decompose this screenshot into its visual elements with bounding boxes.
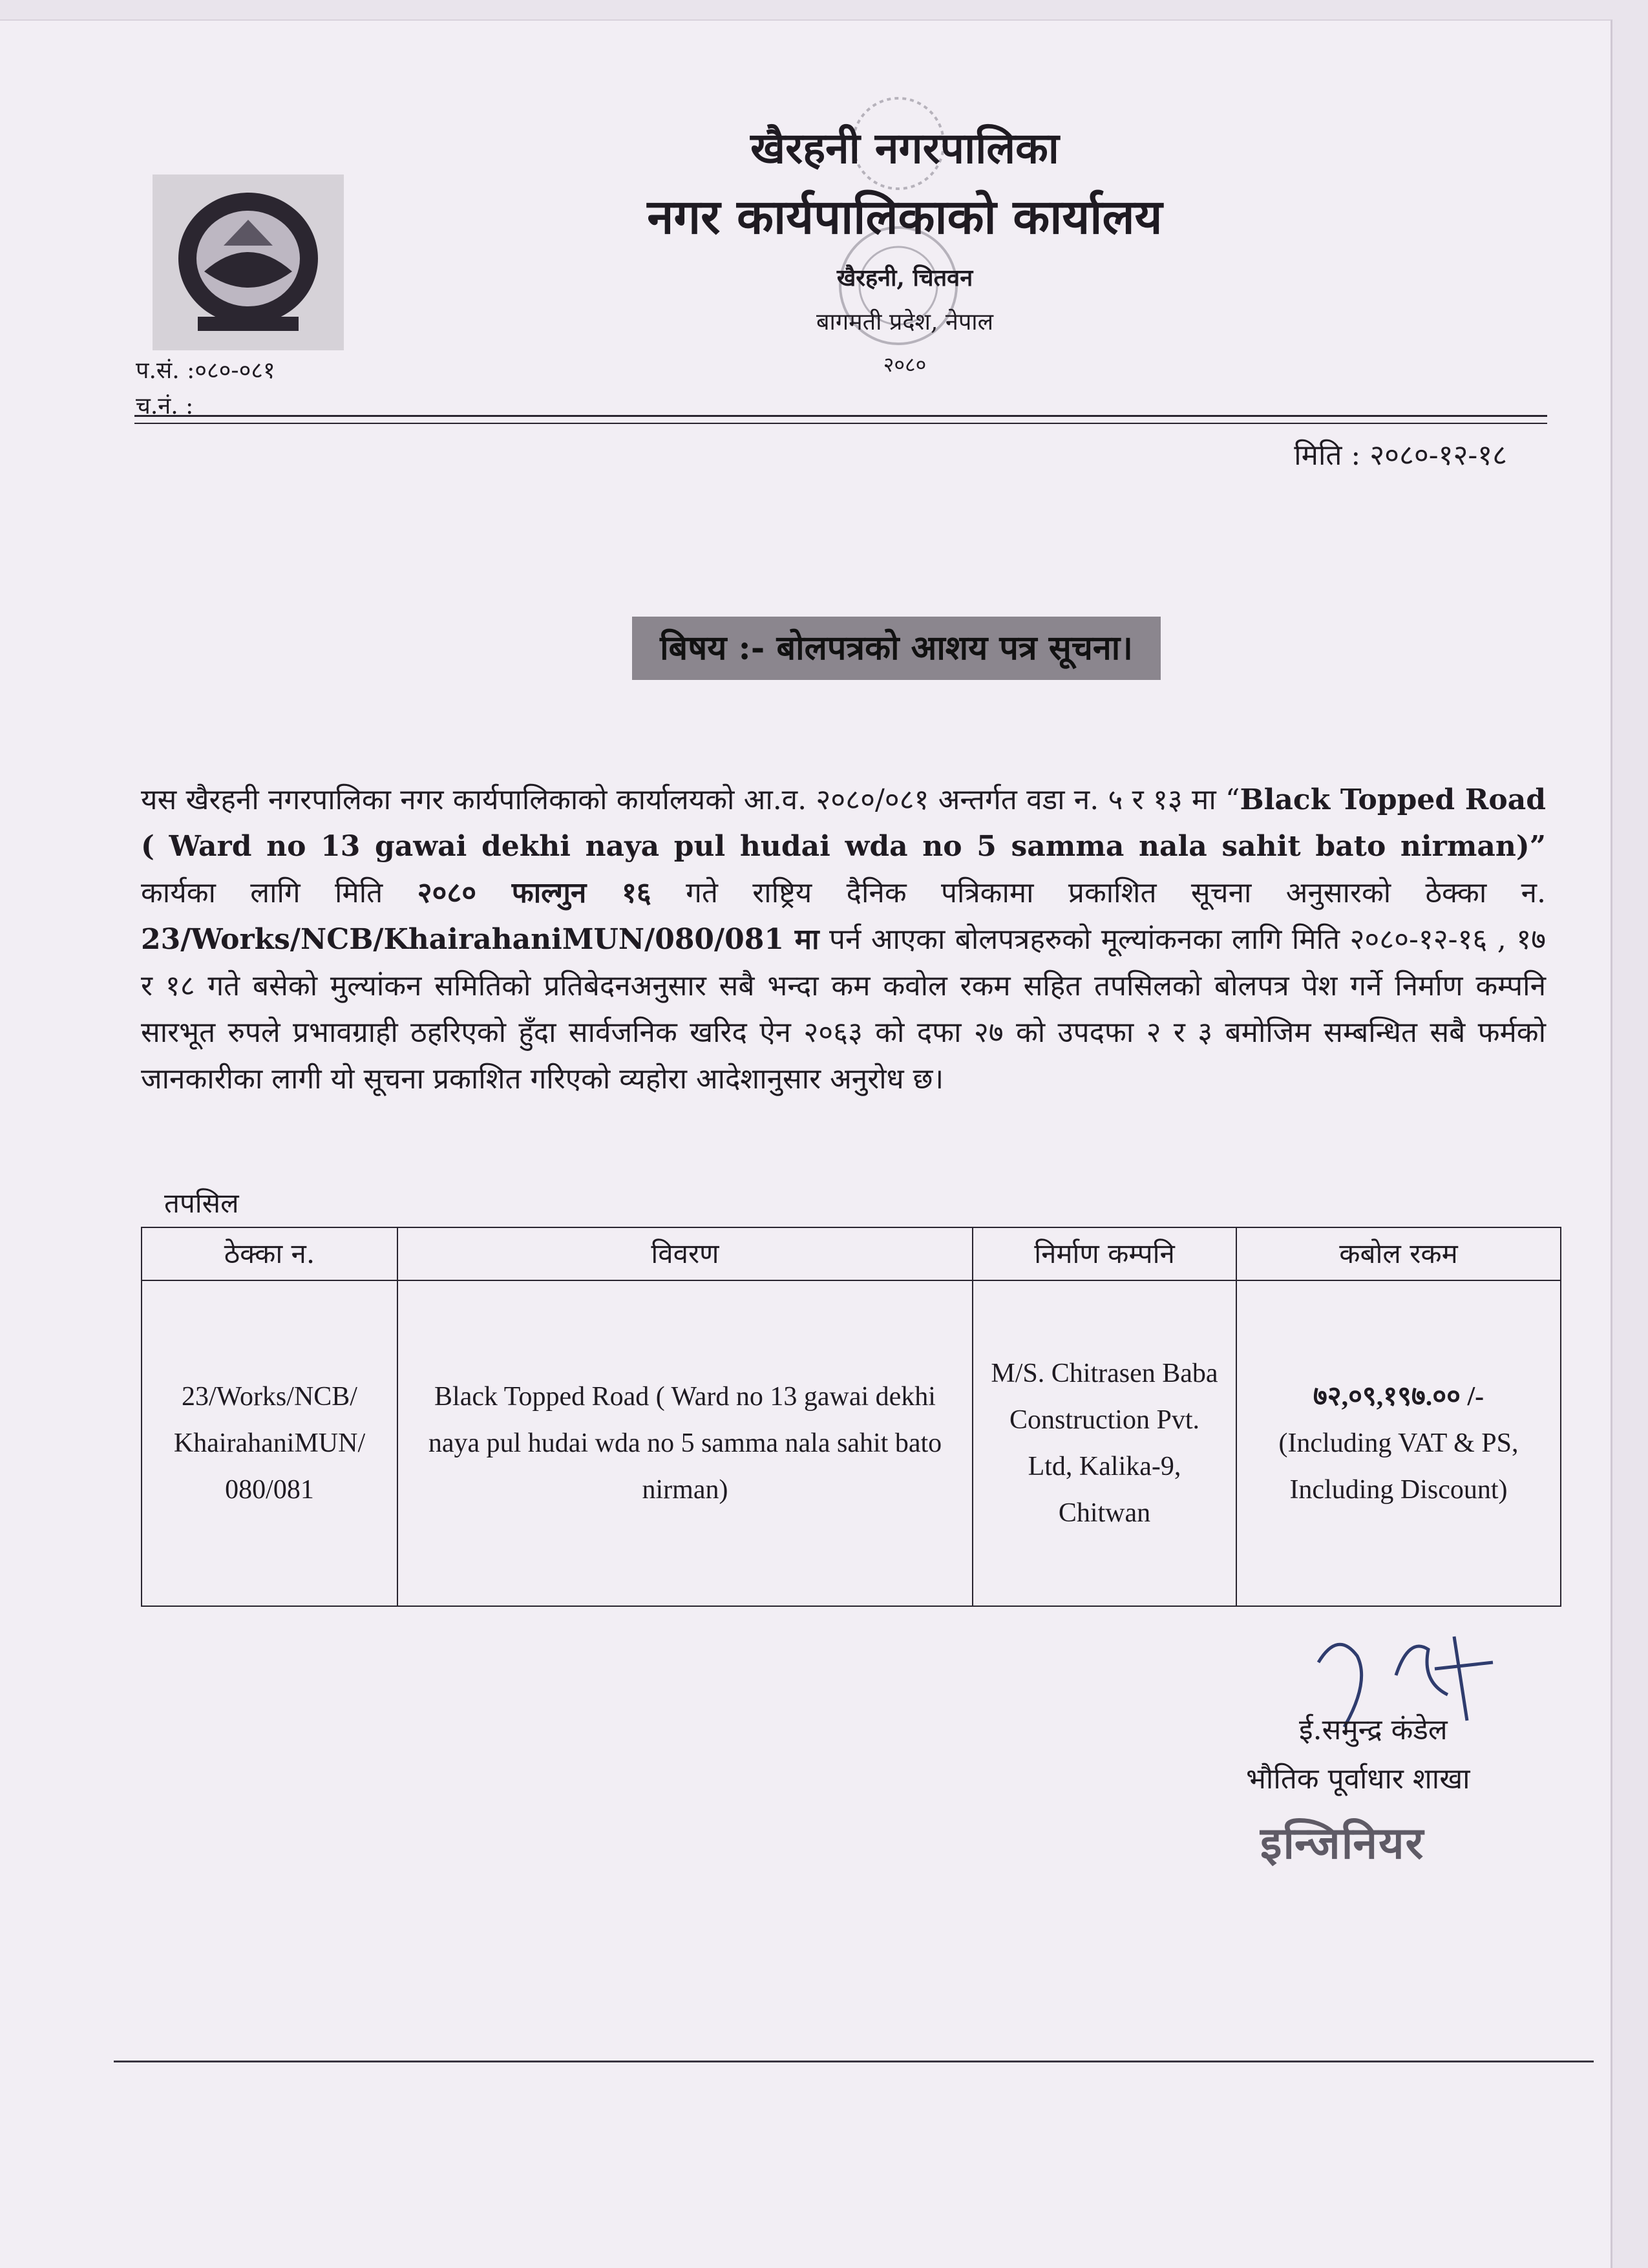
nepal-emblem-logo [153, 175, 344, 350]
document-date: मिति : २०८०-१२-१८ [1294, 439, 1507, 472]
header-divider-inner [134, 423, 1547, 424]
header-year: २०८० [883, 352, 927, 377]
subject-heading: बिषय :- बोलपत्रको आशय पत्र सूचना। [632, 617, 1161, 680]
document-page [0, 19, 1612, 2268]
header-contract-no: ठेक्का न. [142, 1227, 397, 1280]
cell-company: M/S. Chitrasen Baba Construction Pvt. Ltd, Kalika-9, Chitwan [973, 1280, 1236, 1606]
letter-number: प.सं. :०८०-०८१ [136, 357, 275, 384]
body-text-4: पर्न आएका बोलपत्रहरुको मूल्यांकनका लागि मिति २०८०-१२-१६ , १७ र १८ गते बसेको मुल्यांकन समितिको प्रतिबेदनअनुसार सबै भन्दा कम कवोल रकम सहित तपसिलको बोलपत्र पेश गर्ने निर्माण कम्पनि सारभूत रुपले प्रभावग्राही ठहरिएको हुँदा सार्वजनिक खरिद ऐन २०६३ को दफा २७ को उपदफा २ र ३ बमोजिम सम्बन्धित सबै फर्मको जानकारीका लागी यो सूचना प्रकाशित गरिएको व्यहोरा आदेशानुसार अनुरोध छ। [141, 923, 1546, 1096]
office-location: खैरहनी, चितवन [836, 264, 973, 291]
bid-details-table [141, 1227, 1561, 1607]
bid-amount-value: ७२,०९,१९७.०० /- [1313, 1382, 1484, 1412]
signatory-name: ई.समुन्द्र कंडेल [1299, 1713, 1448, 1746]
header-divider [134, 415, 1547, 417]
office-name: नगर कार्यपालिकाको कार्यालय [647, 189, 1163, 245]
engineer-stamp: इन्जिनियर [1260, 1818, 1425, 1869]
header-description: विवरण [397, 1227, 973, 1280]
table-row [142, 1280, 1561, 1606]
contract-number-bold: 23/Works/NCB/KhairahaniMUN/080/081 मा [141, 923, 819, 956]
cell-contract-no: 23/Works/NCB/ KhairahaniMUN/ 080/081 [142, 1280, 397, 1606]
header-company: निर्माण कम्पनि [973, 1227, 1236, 1280]
cell-description: Black Topped Road ( Ward no 13 gawai dekhi naya pul hudai wda no 5 samma nala sahit bato nirman) [397, 1280, 973, 1606]
notice-body [141, 777, 1546, 1103]
table-header-row [142, 1227, 1561, 1280]
table-caption: तपसिल [164, 1187, 239, 1219]
municipality-name: खैरहनी नगरपालिका [750, 123, 1059, 173]
publication-date-bold: २०८० फाल्गुन १६ [417, 876, 651, 909]
cell-bid-amount [1236, 1280, 1561, 1606]
body-text-2: कार्यका लागि मिति [141, 876, 417, 909]
body-text-1: यस खैरहनी नगरपालिका नगर कार्यपालिकाको कार्यालयको आ.व. २०८०/०८१ अन्तर्गत वडा न. ५ र १३ मा “ [141, 783, 1240, 816]
signatory-section: भौतिक पूर्वाधार शाखा [1246, 1763, 1470, 1796]
emblem-icon [153, 175, 344, 350]
province-name: बागमती प्रदेश, नेपाल [816, 309, 994, 335]
dispatch-number: च.नं. : [136, 393, 194, 419]
header-bid-amount: कबोल रकम [1236, 1227, 1561, 1280]
footer-divider [114, 2061, 1594, 2062]
body-text-3: गते राष्ट्रिय दैनिक पत्रिकामा प्रकाशित सूचना अनुसारको ठेक्का न. [651, 876, 1546, 909]
project-name-bold: Black Topped Road ( Ward no 13 gawai dekhi naya pul hudai wda no 5 samma nala sahit bato nirman)” [141, 783, 1546, 863]
bid-amount-note: (Including VAT & PS, Including Discount) [1278, 1428, 1519, 1505]
